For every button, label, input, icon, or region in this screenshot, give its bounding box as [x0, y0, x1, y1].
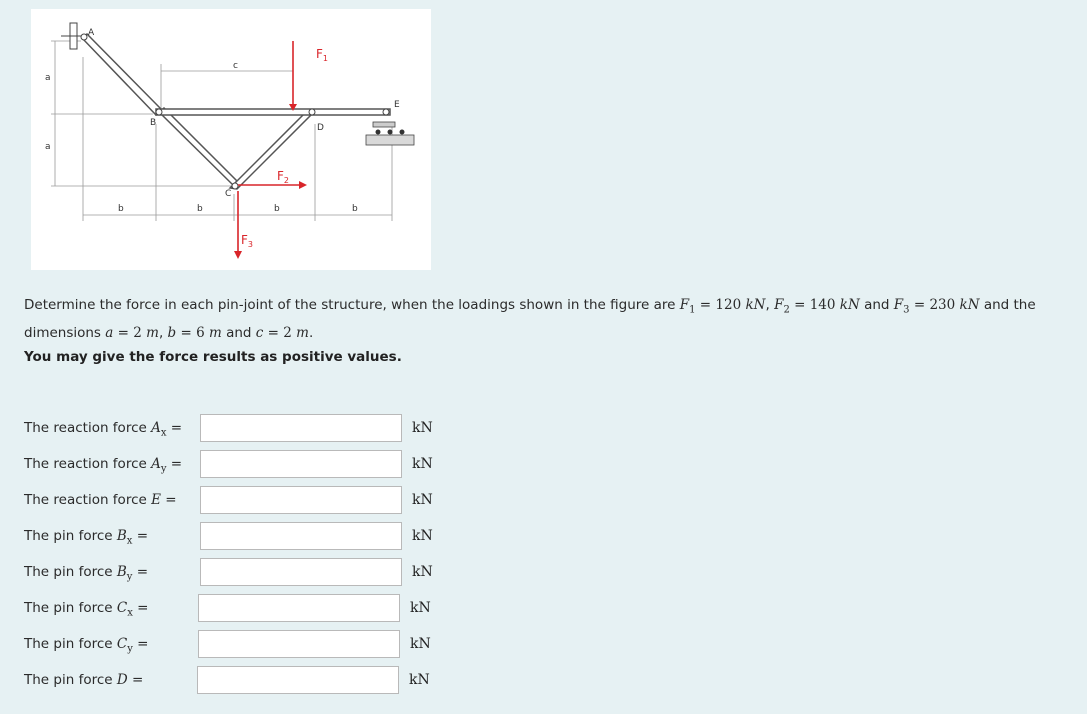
- answer-label-ay: The reaction force $A_y$ =: [24, 456, 183, 475]
- a-symbol: a: [105, 324, 114, 341]
- comma: ,: [158, 324, 164, 341]
- answer-label-cx: The pin force $C_x$ =: [24, 600, 149, 619]
- unit-cy: kN: [410, 636, 431, 652]
- dimension-lines: [51, 41, 392, 221]
- dim-b1: b: [118, 204, 124, 214]
- answer-label-e: The reaction force E =: [24, 492, 177, 508]
- a-unit: m: [146, 324, 159, 341]
- f2-unit: kN: [839, 297, 860, 313]
- f2-value: 140: [809, 297, 836, 313]
- answer-label-ax: The reaction force $A_x$ =: [24, 420, 183, 439]
- f3-value: 230: [929, 297, 956, 313]
- pin-d-input[interactable]: [197, 666, 399, 694]
- label-f2: $F_2$: [277, 169, 289, 185]
- b-unit: m: [208, 324, 222, 341]
- dimensions-text: dimensions: [24, 324, 101, 341]
- f1-symbol: F: [679, 297, 690, 313]
- label-d: D: [317, 123, 324, 133]
- reaction-ax-input[interactable]: [200, 414, 402, 442]
- f3-unit: kN: [959, 297, 980, 313]
- question-intro: Determine the force in each pin-joint of the structure, when the loadings shown in the figure are: [24, 297, 676, 313]
- structure-figure: [31, 9, 431, 270]
- reaction-e-input[interactable]: [200, 486, 402, 514]
- answer-label-d: The pin force D =: [24, 672, 144, 688]
- unit-cx: kN: [410, 600, 431, 616]
- unit-ax: kN: [412, 420, 433, 436]
- answer-label-cy: The pin force $C_y$ =: [24, 636, 149, 655]
- roller-support-e: [366, 122, 414, 145]
- and-text: and: [864, 297, 890, 313]
- f2-subscript: 2: [783, 304, 790, 316]
- dim-c: c: [233, 61, 238, 71]
- label-f1: $F_1$: [316, 47, 328, 63]
- answer-label-by: The pin force $B_y$ =: [24, 564, 149, 583]
- unit-by: kN: [412, 564, 433, 580]
- b-value: 6: [196, 324, 205, 341]
- b-symbol: b: [167, 324, 177, 341]
- unit-d: kN: [409, 672, 430, 688]
- equals: =: [794, 297, 806, 313]
- label-a: A: [88, 28, 95, 38]
- comma: ,: [765, 297, 770, 313]
- dim-a-top: a: [45, 73, 51, 83]
- and-the-text: and the: [983, 297, 1036, 313]
- answer-label-bx: The pin force $B_x$ =: [24, 528, 149, 547]
- c-value: 2: [283, 324, 292, 341]
- dim-a-bottom: a: [45, 142, 51, 152]
- equals: =: [180, 324, 192, 341]
- unit-ay: kN: [412, 456, 433, 472]
- f1-subscript: 1: [689, 304, 696, 316]
- f1-value: 120: [715, 297, 742, 313]
- label-b: B: [150, 118, 157, 128]
- unit-bx: kN: [412, 528, 433, 544]
- equals: =: [267, 324, 279, 341]
- f1-unit: kN: [745, 297, 766, 313]
- instruction-note: You may give the force results as positive values.: [24, 349, 402, 365]
- and-text: and: [226, 324, 252, 341]
- f3-subscript: 3: [903, 304, 910, 316]
- pin-by-input[interactable]: [200, 558, 402, 586]
- dim-b2: b: [197, 204, 203, 214]
- label-e: E: [394, 100, 400, 110]
- unit-e: kN: [412, 492, 433, 508]
- question-text: [24, 294, 1069, 345]
- truss-diagram: [31, 9, 431, 270]
- force-arrows: [238, 41, 299, 251]
- equals: =: [117, 324, 129, 341]
- reaction-ay-input[interactable]: [200, 450, 402, 478]
- f2-symbol: F: [774, 297, 784, 313]
- f3-symbol: F: [893, 297, 904, 313]
- pin-cx-input[interactable]: [198, 594, 400, 622]
- c-unit: m: [296, 324, 309, 341]
- dim-b3: b: [274, 204, 280, 214]
- pin-cy-input[interactable]: [198, 630, 400, 658]
- equals: =: [699, 297, 712, 313]
- label-c: C: [225, 189, 232, 199]
- period: .: [308, 324, 314, 341]
- a-value: 2: [133, 324, 142, 341]
- truss-members: [82, 34, 390, 189]
- pin-bx-input[interactable]: [200, 522, 402, 550]
- dim-b4: b: [352, 204, 358, 214]
- label-f3: $F_3$: [241, 233, 253, 249]
- c-symbol: c: [255, 324, 264, 341]
- equals: =: [913, 297, 926, 313]
